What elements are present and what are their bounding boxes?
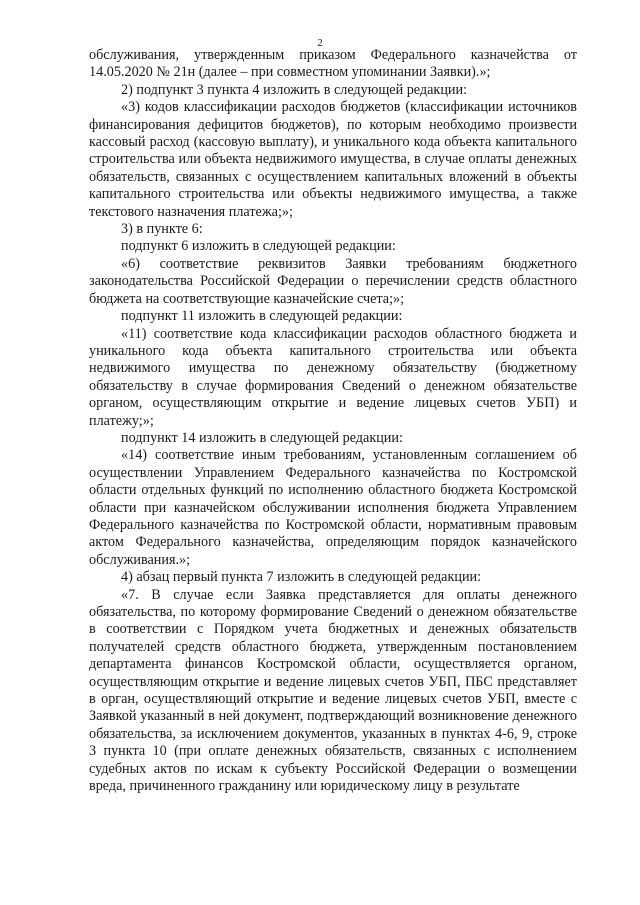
paragraph-subitem-6-heading: подпункт 6 изложить в следующей редакции: <box>121 238 396 255</box>
paragraph-subitem-14-heading: подпункт 14 изложить в следующей редакции: <box>121 429 403 446</box>
paragraph-subitem-11-heading: подпункт 11 изложить в следующей редакции: <box>121 308 403 325</box>
document-body <box>89 47 577 795</box>
paragraph-item-3: 3) в пункте 6: <box>121 221 203 238</box>
page-number: 2 <box>317 37 323 49</box>
paragraph-subitem-6: «6) соответствие реквизитов Заявки требованиям бюджетного законодательства Российской Федерации о перечислении средств областного бюджета на соответствующие казначейские счета;»; <box>89 255 577 307</box>
paragraph-item-2: 2) подпункт 3 пункта 4 изложить в следующей редакции: <box>121 81 468 98</box>
paragraph-subitem-3: «3) кодов классификации расходов бюджетов (классификации источников финансирования дефицитов бюджетов), по которым необходимо произвести кассовый расход (кассовую выплату), и уникального кода объекта капитального строительства или объекта недвижимого имущества, в случае оплаты денежных обязательств, связанных с осуществлением капитальных вложений в объекты капитального строительства или объекты недвижимого имущества, а также текстового назначения платежа;»; <box>89 99 577 220</box>
paragraph-subitem-14: «14) соответствие иным требованиям, установленным соглашением об осуществлении Управлением Федерального казначейства по Костромской области отдельных функций по исполнению областного бюджета Костромской области при казначейском обслуживании исполнения бюджета Управлением Федерального казначейства по Костромской области, нормативным правовым актом Федерального казначейства, определяющим порядок казначейского обслуживания.»; <box>89 447 577 568</box>
paragraph-subitem-11: «11) соответствие кода классификации расходов областного бюджета и уникального кода объекта капитального строительства или объекта недвижимого имущества по денежному обязательству (бюджетному обязательству в случае формирования Сведений о денежном обязательстве органом, осуществляющим открытие и ведение лицевых счетов УБП) и платежу;»; <box>89 325 577 429</box>
paragraph-continuation: обслуживания, утвержденным приказом Федерального казначейства от 14.05.2020 № 21н (далее – при совместном упоминании Заявки).»; <box>89 47 577 81</box>
paragraph-item-4: 4) абзац первый пункта 7 изложить в следующей редакции: <box>121 569 482 586</box>
paragraph-item-7: «7. В случае если Заявка представляется для оплаты денежного обязательства, по которому формирование Сведений о денежном обязательстве в соответствии с Порядком учета бюджетных и денежных обязательств получателей средств областного бюджета, утвержденным постановлением департамента финансов Костромской области, осуществляется органом, осуществляющим открытие и ведение лицевых счетов УБП, ПБС представляет в орган, осуществляющий открытие и ведение лицевых счетов УБП, вместе с Заявкой указанный в ней документ, подтверждающий возникновение денежного обязательства, за исключением документов, указанных в пунктах 4-6, 9, строке 3 пункта 10 (при оплате денежных обязательств, связанных с исполнением судебных актов по искам к субъекту Российской Федерации о возмещении вреда, причиненного гражданину или юридическому лицу в результате <box>89 586 577 795</box>
